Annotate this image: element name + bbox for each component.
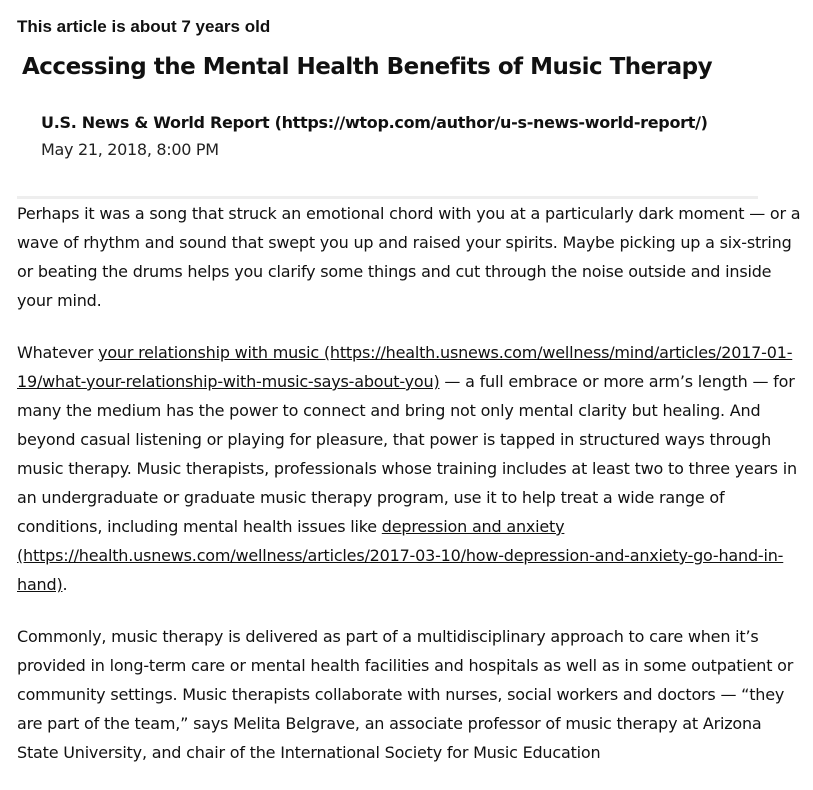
link-relationship-with-music[interactable]: your relationship with music (https://health.usnews.com/wellness/mind/articles/2017-01-19/what-your-relationship-with-music-says-about-you) xyxy=(17,343,793,391)
article-byline xyxy=(41,109,708,163)
article-headline: Accessing the Mental Health Benefits of Music Therapy xyxy=(22,54,713,80)
paragraph-2-text-middle: — a full embrace or more arm’s length — for many the medium has the power to connect and bring not only mental clarity but healing. And beyond casual listening or playing for pleasure, that power is tapped in structured ways through music therapy. Music therapists, professionals whose training includes at least two to three years in an undergraduate or graduate music therapy program, use it to help treat a wide range of conditions, including mental health issues like xyxy=(17,372,797,536)
paragraph-2-text-start: Whatever xyxy=(17,343,99,362)
article-age-notice: This article is about 7 years old xyxy=(17,17,271,36)
link-depression-and-anxiety[interactable]: depression and anxiety (https://health.usnews.com/wellness/articles/2017-03-10/how-depression-and-anxiety-go-hand-in-hand) xyxy=(17,517,784,594)
publish-date: May 21, 2018, 8:00 PM xyxy=(41,140,219,159)
article-body xyxy=(17,199,807,790)
paragraph-2 xyxy=(17,338,807,599)
author-link[interactable]: U.S. News & World Report (https://wtop.com/author/u-s-news-world-report/) xyxy=(41,113,708,132)
paragraph-1: Perhaps it was a song that struck an emotional chord with you at a particularly dark moment — or a wave of rhythm and sound that swept you up and raised your spirits. Maybe picking up a six-string or beating the drums helps you clarify some things and cut through the noise outside and inside your mind. xyxy=(17,204,801,310)
paragraph-3: Commonly, music therapy is delivered as part of a multidisciplinary approach to care when it’s provided in long-term care or mental health facilities and hospitals as well as in some outpatient or community settings. Music therapists collaborate with nurses, social workers and doctors — “they are part of the team,” says Melita Belgrave, an associate professor of music therapy at Arizona State University, and chair of the International Society for Music Education xyxy=(17,627,794,762)
paragraph-2-text-end: . xyxy=(62,575,68,594)
